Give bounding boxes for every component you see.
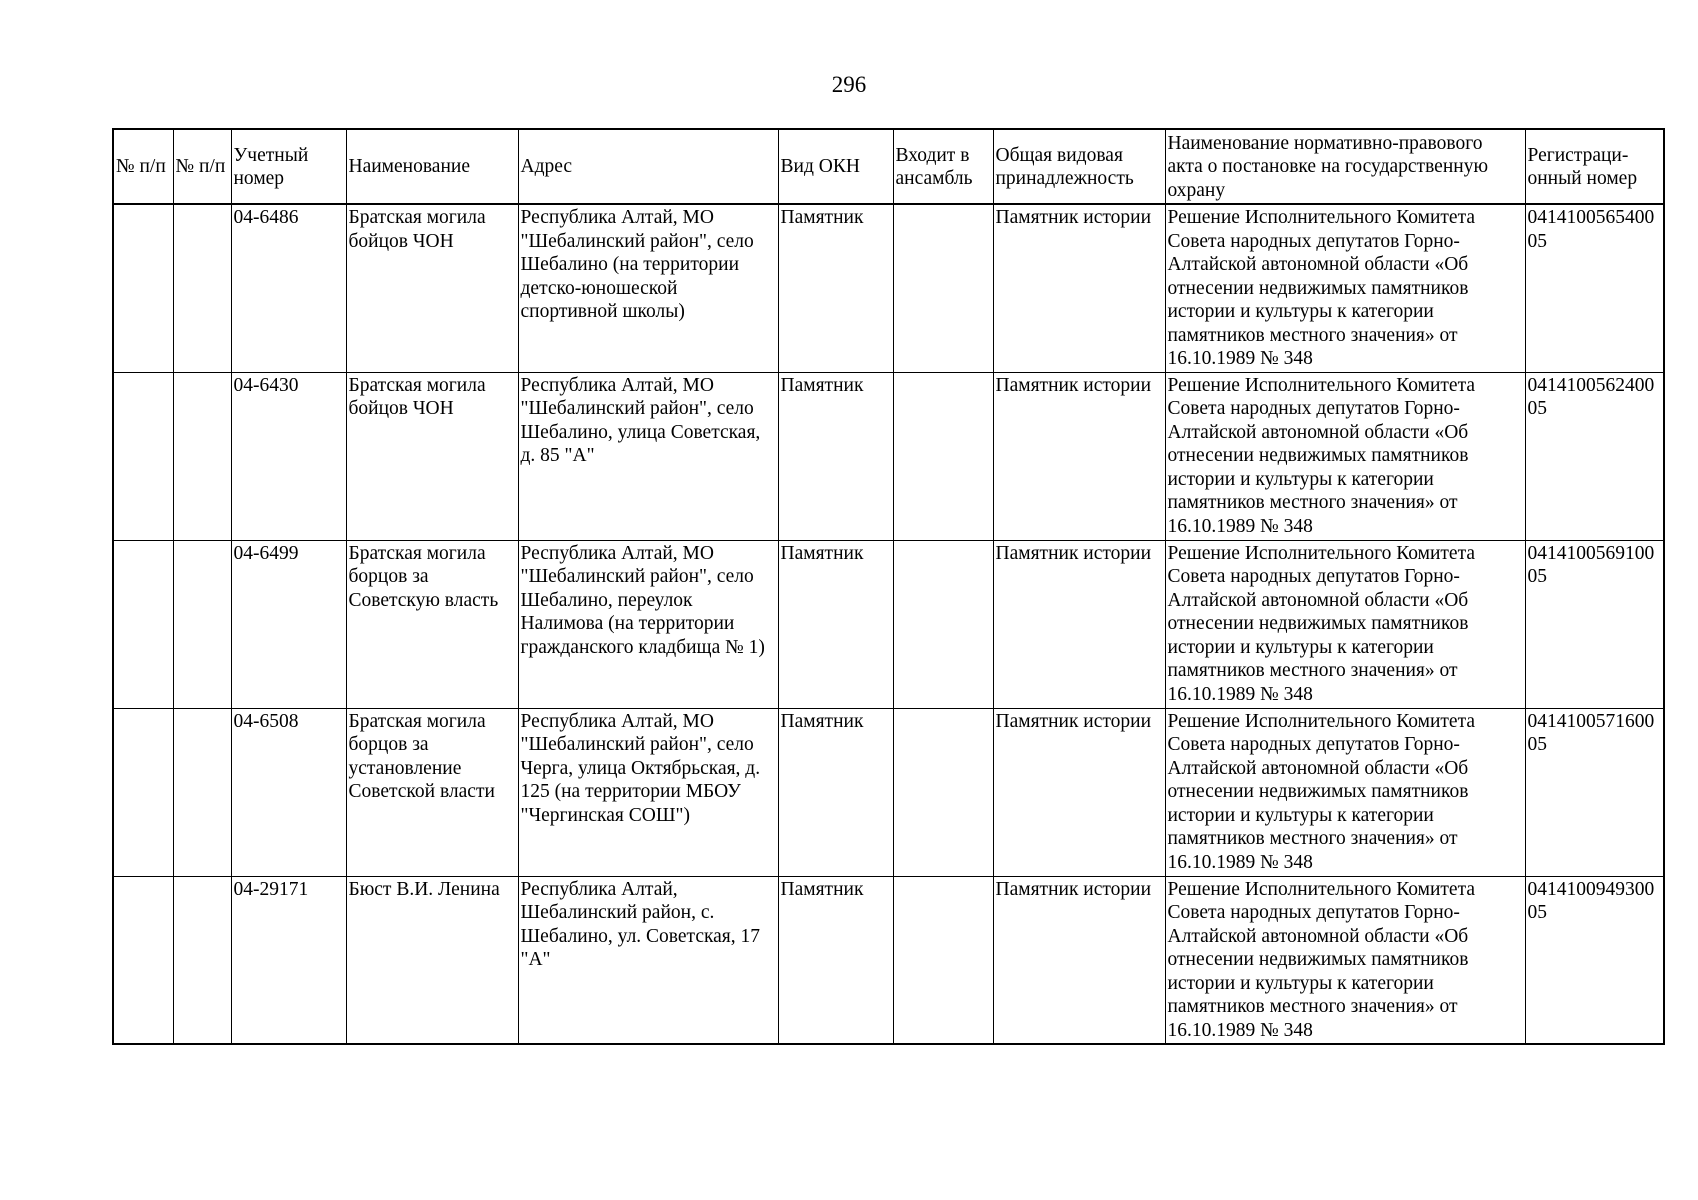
cell-okn-type: Памятник [778, 204, 893, 372]
header-num-1: № п/п [113, 129, 173, 204]
cell-num-2 [173, 204, 231, 372]
cell-legal-act: Решение Исполнительного Комитета Совета народных депутатов Горно-Алтайской автономной области «Об отнесении недвижимых памятников истории и культуры к категории памятников местного значения» от 16.10.1989 № 348 [1165, 876, 1525, 1044]
cell-account-number: 04-6499 [231, 540, 346, 708]
cell-address: Республика Алтай, МО "Шебалинский район", село Черга, улица Октябрьская, д. 125 (на территории МБОУ "Чергинская СОШ") [518, 708, 778, 876]
cell-ensemble [893, 372, 993, 540]
table-row [113, 708, 1664, 876]
cell-category: Памятник истории [993, 876, 1165, 1044]
header-legal-act: Наименование нормативно-правового акта о постановке на государственную охрану [1165, 129, 1525, 204]
cell-address: Республика Алтай, Шебалинский район, с. Шебалино, ул. Советская, 17 "А" [518, 876, 778, 1044]
table-header-row [113, 129, 1664, 204]
header-address: Адрес [518, 129, 778, 204]
cell-legal-act: Решение Исполнительного Комитета Совета народных депутатов Горно-Алтайской автономной области «Об отнесении недвижимых памятников истории и культуры к категории памятников местного значения» от 16.10.1989 № 348 [1165, 204, 1525, 372]
cell-legal-act: Решение Исполнительного Комитета Совета народных депутатов Горно-Алтайской автономной области «Об отнесении недвижимых памятников истории и культуры к категории памятников местного значения» от 16.10.1989 № 348 [1165, 708, 1525, 876]
cell-ensemble [893, 708, 993, 876]
header-name: Наименование [346, 129, 518, 204]
cell-address: Республика Алтай, МО "Шебалинский район", село Шебалино, улица Советская, д. 85 "А" [518, 372, 778, 540]
cell-name: Бюст В.И. Ленина [346, 876, 518, 1044]
cell-account-number: 04-29171 [231, 876, 346, 1044]
cell-registration-number: 041410056540005 [1525, 204, 1664, 372]
cell-registration-number: 041410056910005 [1525, 540, 1664, 708]
cell-ensemble [893, 540, 993, 708]
cell-account-number: 04-6430 [231, 372, 346, 540]
cell-registration-number: 041410057160005 [1525, 708, 1664, 876]
header-registration-number: Регистраци-онный номер [1525, 129, 1664, 204]
header-ensemble: Входит в ансамбль [893, 129, 993, 204]
cell-name: Братская могила бойцов ЧОН [346, 204, 518, 372]
cell-num-1 [113, 876, 173, 1044]
cell-category: Памятник истории [993, 540, 1165, 708]
cell-num-1 [113, 540, 173, 708]
cell-okn-type: Памятник [778, 708, 893, 876]
cell-num-1 [113, 372, 173, 540]
header-category: Общая видовая принадлежность [993, 129, 1165, 204]
cell-category: Памятник истории [993, 372, 1165, 540]
page-number: 296 [831, 72, 867, 97]
cell-registration-number: 041410094930005 [1525, 876, 1664, 1044]
cell-ensemble [893, 204, 993, 372]
cell-account-number: 04-6508 [231, 708, 346, 876]
header-num-2: № п/п [173, 129, 231, 204]
cell-num-2 [173, 708, 231, 876]
cell-okn-type: Памятник [778, 540, 893, 708]
cell-ensemble [893, 876, 993, 1044]
table-row [113, 204, 1664, 372]
cell-account-number: 04-6486 [231, 204, 346, 372]
cell-category: Памятник истории [993, 204, 1165, 372]
cell-num-1 [113, 204, 173, 372]
header-okn-type: Вид ОКН [778, 129, 893, 204]
cell-address: Республика Алтай, МО "Шебалинский район", село Шебалино (на территории детско-юношеской спортивной школы) [518, 204, 778, 372]
cell-registration-number: 041410056240005 [1525, 372, 1664, 540]
cell-name: Братская могила борцов за установление Советской власти [346, 708, 518, 876]
table-row [113, 540, 1664, 708]
cell-num-1 [113, 708, 173, 876]
heritage-registry-table [112, 128, 1665, 1045]
cell-name: Братская могила борцов за Советскую власть [346, 540, 518, 708]
table-row [113, 372, 1664, 540]
cell-okn-type: Памятник [778, 876, 893, 1044]
cell-num-2 [173, 876, 231, 1044]
cell-category: Памятник истории [993, 708, 1165, 876]
cell-num-2 [173, 540, 231, 708]
cell-legal-act: Решение Исполнительного Комитета Совета народных депутатов Горно-Алтайской автономной области «Об отнесении недвижимых памятников истории и культуры к категории памятников местного значения» от 16.10.1989 № 348 [1165, 372, 1525, 540]
cell-okn-type: Памятник [778, 372, 893, 540]
table-row [113, 876, 1664, 1044]
cell-num-2 [173, 372, 231, 540]
cell-name: Братская могила бойцов ЧОН [346, 372, 518, 540]
header-account-number: Учетный номер [231, 129, 346, 204]
cell-legal-act: Решение Исполнительного Комитета Совета народных депутатов Горно-Алтайской автономной области «Об отнесении недвижимых памятников истории и культуры к категории памятников местного значения» от 16.10.1989 № 348 [1165, 540, 1525, 708]
cell-address: Республика Алтай, МО "Шебалинский район", село Шебалино, переулок Налимова (на территории гражданского кладбища № 1) [518, 540, 778, 708]
